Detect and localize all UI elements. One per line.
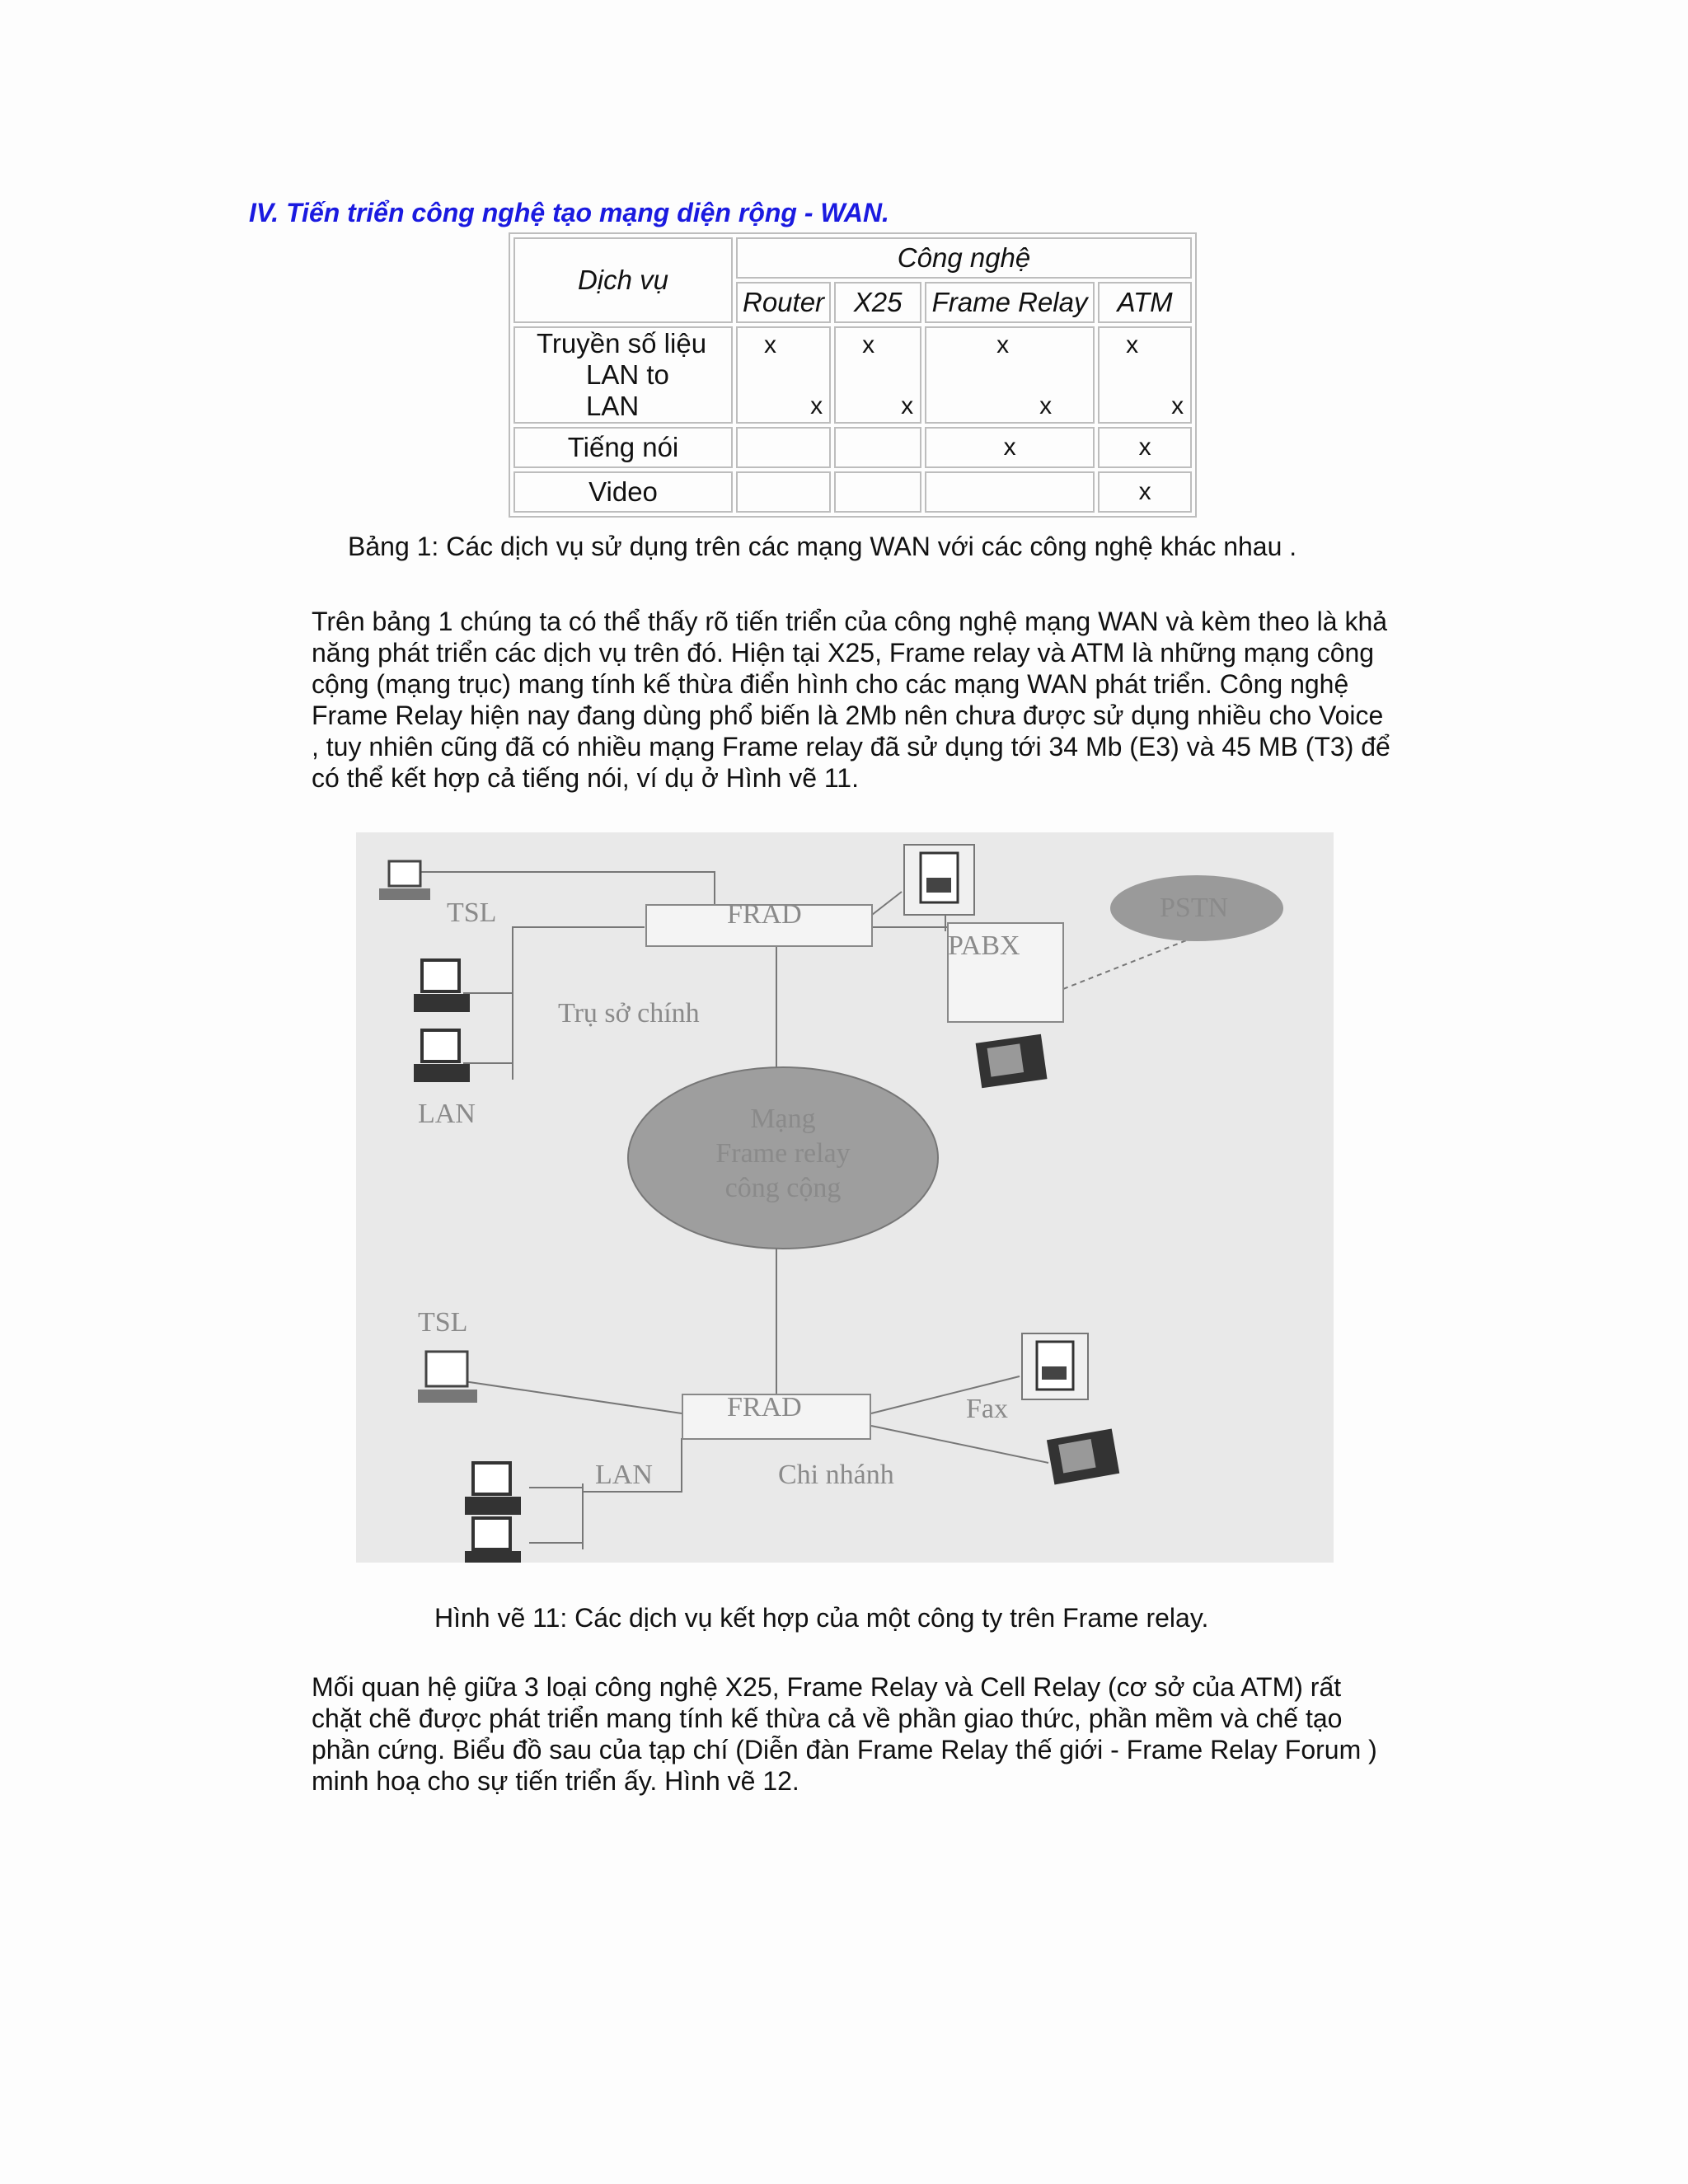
- tech-router: Router: [736, 282, 831, 323]
- paragraph-line: Mối quan hệ giữa 3 loại công nghệ X25, Frame Relay và Cell Relay (cơ sở của ATM) rất: [312, 1672, 1342, 1702]
- service-data-lan: [513, 326, 733, 424]
- label-lan-bottom: LAN: [595, 1460, 653, 1490]
- paragraph-line: Frame Relay hiện nay đang dùng phổ biến là 2Mb nên chưa được sử dụng nhiều cho Voice: [312, 701, 1384, 730]
- technology-header: Công nghệ: [736, 237, 1192, 279]
- section-heading: IV. Tiến triển công nghệ tạo mạng diện rộng - WAN.: [249, 198, 889, 227]
- paragraph-line: năng phát triển các dịch vụ trên đó. Hiện tại X25, Frame relay và ATM là những mạng công: [312, 638, 1375, 668]
- table-cell: [736, 326, 831, 424]
- computer-icon: [465, 1518, 521, 1563]
- label-fax: Fax: [966, 1394, 1008, 1424]
- table-cell: [834, 326, 921, 424]
- mark: x: [764, 331, 776, 359]
- tech-atm: ATM: [1098, 282, 1192, 323]
- label-frad-bottom: FRAD: [727, 1392, 802, 1422]
- link-pabx-pstn: [1063, 940, 1189, 989]
- label-cloud-1: Mạng: [750, 1104, 816, 1134]
- table-cell: [925, 471, 1095, 513]
- service-voice: Tiếng nói: [513, 427, 733, 468]
- fax-icon: [1022, 1333, 1088, 1399]
- paragraph-1: [312, 606, 1449, 794]
- link-frad-phone: [871, 1426, 1048, 1463]
- services-table: [509, 232, 1197, 518]
- paragraph-line: Trên bảng 1 chúng ta có thể thấy rõ tiến triển của công nghệ mạng WAN và kèm theo là khả: [312, 607, 1388, 636]
- table-cell: x: [925, 427, 1095, 468]
- link-tsl-frad: [393, 872, 715, 907]
- table-cell: [834, 427, 921, 468]
- label-headquarters: Trụ sở chính: [558, 998, 700, 1029]
- telephone-icon: [1047, 1428, 1119, 1484]
- mark: x: [810, 392, 823, 419]
- paragraph-line: , tuy nhiên cũng đã có nhiều mạng Frame relay đã sử dụng tới 34 Mb (E3) và 45 MB (T3) để: [312, 732, 1390, 762]
- paragraph-line: có thể kết hợp cả tiếng nói, ví dụ ở Hình vẽ 11.: [312, 763, 859, 793]
- figure-caption: Hình vẽ 11: Các dịch vụ kết hợp của một công ty trên Frame relay.: [434, 1603, 1209, 1633]
- computer-icon: [414, 1030, 470, 1082]
- paragraph-line: minh hoạ cho sự tiến triển ấy. Hình vẽ 12.: [312, 1766, 799, 1796]
- link-frad-fax-top: [872, 892, 902, 915]
- table-cell: x: [1098, 427, 1192, 468]
- label-pabx: PABX: [948, 930, 1020, 961]
- table-cell: [736, 427, 831, 468]
- mark: x: [996, 331, 1010, 359]
- terminal-icon: [379, 861, 430, 900]
- fax-icon: [904, 845, 974, 915]
- label-cloud-2: Frame relay: [715, 1138, 851, 1169]
- paragraph-line: phần cứng. Biểu đồ sau của tạp chí (Diễn đàn Frame Relay thế giới - Frame Relay Forum ): [312, 1735, 1377, 1765]
- telephone-icon: [976, 1034, 1048, 1089]
- mark: x: [1171, 392, 1184, 419]
- paragraph-2: [312, 1671, 1449, 1797]
- table-cell: [736, 471, 831, 513]
- label-frad-top: FRAD: [727, 899, 802, 930]
- service-header: Dịch vụ: [513, 237, 733, 323]
- table-cell: [834, 471, 921, 513]
- table-cell: x: [1098, 471, 1192, 513]
- table-cell: [925, 326, 1095, 424]
- mark: x: [901, 392, 914, 419]
- label-tsl-top: TSL: [447, 898, 497, 928]
- service-video: Video: [513, 471, 733, 513]
- paragraph-line: chặt chẽ được phát triển mang tính kế thừa cả về phần giao thức, phần mềm và chế tạo: [312, 1704, 1343, 1733]
- computer-icon: [414, 960, 470, 1012]
- label-pstn: PSTN: [1160, 893, 1229, 923]
- service-lan-label: LAN to LAN: [586, 359, 669, 421]
- computer-icon: [465, 1463, 521, 1515]
- network-diagram: [356, 832, 1334, 1563]
- label-cloud-3: công cộng: [724, 1173, 842, 1203]
- label-tsl-bottom: TSL: [418, 1307, 468, 1338]
- service-data-label: Truyền số liệu: [537, 328, 707, 359]
- label-lan-top: LAN: [418, 1099, 476, 1129]
- table-caption: Bảng 1: Các dịch vụ sử dụng trên các mạng WAN với các công nghệ khác nhau .: [348, 532, 1297, 561]
- paragraph-line: cộng (mạng trục) mang tính kế thừa điển hình cho các mạng WAN phát triển. Công nghệ: [312, 669, 1349, 699]
- mark: x: [862, 331, 875, 359]
- mark: x: [1039, 392, 1053, 419]
- terminal-icon: [418, 1352, 477, 1403]
- label-branch: Chi nhánh: [778, 1460, 894, 1490]
- mark: x: [1126, 331, 1139, 359]
- tech-frame-relay: Frame Relay: [925, 282, 1095, 323]
- table-cell: [1098, 326, 1192, 424]
- tech-x25: X25: [834, 282, 921, 323]
